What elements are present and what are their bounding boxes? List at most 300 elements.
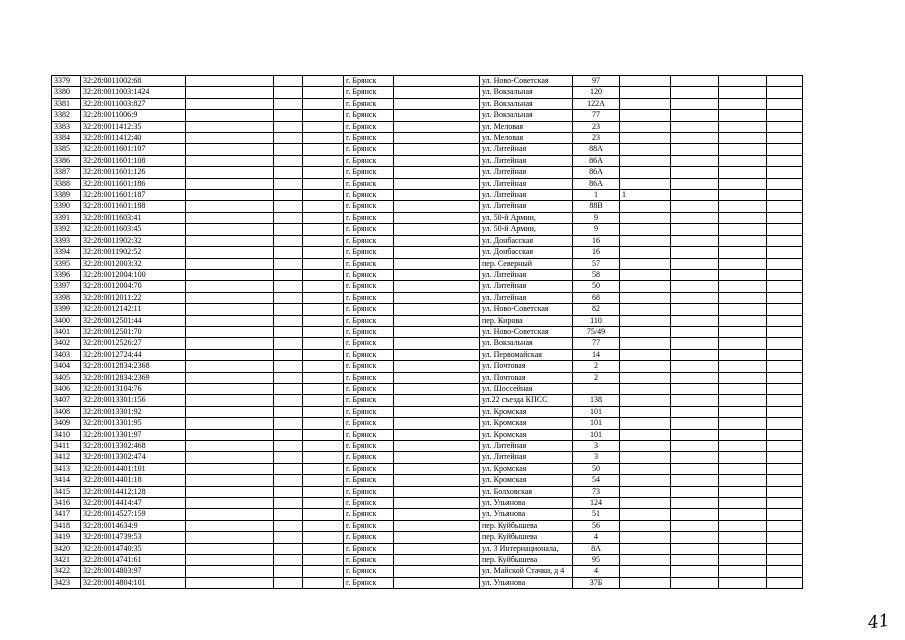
empty-cell [671, 144, 719, 155]
empty-cell [671, 326, 719, 337]
cadastral-number: 32:28:0014401:18 [81, 475, 186, 486]
empty-cell [186, 338, 274, 349]
table-row [52, 520, 803, 531]
extra-cell [620, 224, 671, 235]
empty-cell [719, 133, 767, 144]
empty-cell [671, 258, 719, 269]
city: г. Брянск [344, 326, 394, 337]
city: г. Брянск [344, 520, 394, 531]
empty-cell [274, 269, 303, 280]
empty-cell [767, 281, 803, 292]
extra-cell [620, 463, 671, 474]
empty-cell [274, 349, 303, 360]
empty-cell [671, 76, 719, 87]
cadastral-number: 32:28:0012501:70 [81, 326, 186, 337]
street: ул. Майской Стачки, д 4 [480, 566, 573, 577]
empty-cell [719, 486, 767, 497]
empty-cell [303, 406, 344, 417]
empty-cell [719, 441, 767, 452]
empty-cell [274, 121, 303, 132]
extra-cell [620, 566, 671, 577]
city: г. Брянск [344, 429, 394, 440]
empty-cell [719, 543, 767, 554]
row-number: 3398 [52, 292, 81, 303]
empty-cell [671, 509, 719, 520]
empty-cell [186, 361, 274, 372]
extra-cell [620, 555, 671, 566]
empty-cell [767, 144, 803, 155]
empty-cell [671, 395, 719, 406]
house-number: 2 [573, 361, 620, 372]
table-row [52, 463, 803, 474]
table-row [52, 315, 803, 326]
empty-cell [303, 155, 344, 166]
empty-cell [303, 418, 344, 429]
empty-cell [394, 281, 480, 292]
empty-cell [767, 212, 803, 223]
empty-cell [767, 315, 803, 326]
empty-cell [186, 98, 274, 109]
empty-cell [303, 532, 344, 543]
table-row [52, 383, 803, 394]
empty-cell [767, 98, 803, 109]
empty-cell [186, 509, 274, 520]
empty-cell [719, 349, 767, 360]
street: ул. Ново-Советская [480, 304, 573, 315]
empty-cell [767, 201, 803, 212]
empty-cell [274, 463, 303, 474]
empty-cell [671, 520, 719, 531]
row-number: 3396 [52, 269, 81, 280]
street: ул. Ульянова [480, 498, 573, 509]
empty-cell [303, 395, 344, 406]
empty-cell [767, 577, 803, 588]
empty-cell [394, 292, 480, 303]
empty-cell [671, 463, 719, 474]
cadastral-number: 32:28:0011601:187 [81, 190, 186, 201]
empty-cell [186, 532, 274, 543]
city: г. Брянск [344, 98, 394, 109]
empty-cell [186, 566, 274, 577]
house-number: 51 [573, 509, 620, 520]
row-number: 3399 [52, 304, 81, 315]
cadastral-number: 32:28:0012526:27 [81, 338, 186, 349]
table-row [52, 441, 803, 452]
city: г. Брянск [344, 566, 394, 577]
house-number: 9 [573, 212, 620, 223]
empty-cell [671, 110, 719, 121]
empty-cell [767, 87, 803, 98]
empty-cell [303, 212, 344, 223]
empty-cell [719, 475, 767, 486]
empty-cell [719, 566, 767, 577]
empty-cell [394, 418, 480, 429]
house-number: 97 [573, 76, 620, 87]
empty-cell [719, 144, 767, 155]
table-row [52, 395, 803, 406]
empty-cell [671, 532, 719, 543]
row-number: 3419 [52, 532, 81, 543]
page-number-handwritten: 41 [866, 610, 891, 634]
table-row [52, 224, 803, 235]
empty-cell [394, 383, 480, 394]
cadastral-number: 32:28:0011601:188 [81, 201, 186, 212]
house-number: 8А [573, 543, 620, 554]
empty-cell [767, 224, 803, 235]
empty-cell [186, 475, 274, 486]
street: ул. Кромская [480, 406, 573, 417]
empty-cell [186, 155, 274, 166]
empty-cell [394, 144, 480, 155]
empty-cell [671, 372, 719, 383]
empty-cell [186, 121, 274, 132]
empty-cell [186, 543, 274, 554]
extra-cell [620, 201, 671, 212]
empty-cell [719, 190, 767, 201]
empty-cell [274, 555, 303, 566]
row-number: 3388 [52, 178, 81, 189]
table-row [52, 406, 803, 417]
city: г. Брянск [344, 110, 394, 121]
empty-cell [274, 87, 303, 98]
empty-cell [719, 247, 767, 258]
empty-cell [719, 429, 767, 440]
empty-cell [394, 498, 480, 509]
row-number: 3404 [52, 361, 81, 372]
empty-cell [274, 577, 303, 588]
table-row [52, 247, 803, 258]
extra-cell [620, 315, 671, 326]
table-row [52, 486, 803, 497]
empty-cell [719, 509, 767, 520]
cadastral-number: 32:28:0012834:2369 [81, 372, 186, 383]
empty-cell [303, 326, 344, 337]
empty-cell [671, 212, 719, 223]
table-row [52, 361, 803, 372]
empty-cell [186, 212, 274, 223]
empty-cell [719, 315, 767, 326]
cadastral-number: 32:28:0014414:47 [81, 498, 186, 509]
extra-cell [620, 247, 671, 258]
empty-cell [394, 452, 480, 463]
empty-cell [274, 383, 303, 394]
cadastral-number: 32:28:0011902:52 [81, 247, 186, 258]
empty-cell [394, 76, 480, 87]
empty-cell [719, 452, 767, 463]
empty-cell [671, 155, 719, 166]
house-number: 16 [573, 247, 620, 258]
table-row [52, 110, 803, 121]
empty-cell [186, 395, 274, 406]
street: ул. Литейная [480, 452, 573, 463]
house-number: 110 [573, 315, 620, 326]
empty-cell [274, 406, 303, 417]
empty-cell [671, 190, 719, 201]
empty-cell [671, 178, 719, 189]
empty-cell [719, 406, 767, 417]
cadastral-number: 32:28:0011601:126 [81, 167, 186, 178]
house-number: 122А [573, 98, 620, 109]
empty-cell [767, 349, 803, 360]
house-number: 68 [573, 292, 620, 303]
table-row [52, 144, 803, 155]
empty-cell [394, 509, 480, 520]
street: ул. Донбасская [480, 235, 573, 246]
cadastral-number: 32:28:0013104:76 [81, 383, 186, 394]
empty-cell [303, 383, 344, 394]
empty-cell [274, 281, 303, 292]
street: ул. Болховская [480, 486, 573, 497]
cadastral-number: 32:28:0011002:68 [81, 76, 186, 87]
empty-cell [303, 361, 344, 372]
empty-cell [394, 338, 480, 349]
empty-cell [303, 121, 344, 132]
empty-cell [719, 372, 767, 383]
city: г. Брянск [344, 167, 394, 178]
table-row [52, 155, 803, 166]
empty-cell [394, 98, 480, 109]
empty-cell [767, 555, 803, 566]
row-number: 3410 [52, 429, 81, 440]
empty-cell [274, 292, 303, 303]
empty-cell [394, 315, 480, 326]
extra-cell [620, 441, 671, 452]
empty-cell [767, 247, 803, 258]
city: г. Брянск [344, 406, 394, 417]
empty-cell [303, 178, 344, 189]
empty-cell [767, 498, 803, 509]
empty-cell [767, 543, 803, 554]
house-number: 1 [573, 190, 620, 201]
empty-cell [394, 178, 480, 189]
empty-cell [186, 326, 274, 337]
empty-cell [767, 452, 803, 463]
city: г. Брянск [344, 76, 394, 87]
cadastral-number: 32:28:0011006:9 [81, 110, 186, 121]
empty-cell [394, 110, 480, 121]
cadastral-number: 32:28:0014741:61 [81, 555, 186, 566]
street: ул. Ульянова [480, 577, 573, 588]
city: г. Брянск [344, 486, 394, 497]
street: ул. Донбасская [480, 247, 573, 258]
empty-cell [394, 486, 480, 497]
empty-cell [303, 577, 344, 588]
empty-cell [303, 235, 344, 246]
empty-cell [719, 498, 767, 509]
house-number: 3 [573, 452, 620, 463]
empty-cell [767, 532, 803, 543]
empty-cell [394, 361, 480, 372]
empty-cell [767, 133, 803, 144]
extra-cell [620, 372, 671, 383]
row-number: 3414 [52, 475, 81, 486]
empty-cell [671, 441, 719, 452]
empty-cell [303, 87, 344, 98]
empty-cell [186, 110, 274, 121]
empty-cell [767, 178, 803, 189]
empty-cell [303, 566, 344, 577]
empty-cell [303, 475, 344, 486]
empty-cell [767, 463, 803, 474]
street: ул. Кромская [480, 429, 573, 440]
house-number: 23 [573, 121, 620, 132]
row-number: 3390 [52, 201, 81, 212]
house-number: 54 [573, 475, 620, 486]
extra-cell [620, 543, 671, 554]
street: ул. 50-й Армии, [480, 212, 573, 223]
house-number: 14 [573, 349, 620, 360]
table-row [52, 555, 803, 566]
city: г. Брянск [344, 418, 394, 429]
city: г. Брянск [344, 498, 394, 509]
extra-cell [620, 429, 671, 440]
table-row [52, 258, 803, 269]
empty-cell [671, 235, 719, 246]
cadastral-number: 32:28:0012142:11 [81, 304, 186, 315]
empty-cell [671, 201, 719, 212]
cadastral-number: 32:28:0013302:468 [81, 441, 186, 452]
empty-cell [671, 406, 719, 417]
city: г. Брянск [344, 247, 394, 258]
cadastral-number: 32:28:0011003:827 [81, 98, 186, 109]
empty-cell [303, 224, 344, 235]
house-number: 82 [573, 304, 620, 315]
street: пер. Кирова [480, 315, 573, 326]
house-number: 16 [573, 235, 620, 246]
city: г. Брянск [344, 292, 394, 303]
extra-cell [620, 326, 671, 337]
empty-cell [719, 520, 767, 531]
empty-cell [767, 509, 803, 520]
empty-cell [719, 178, 767, 189]
empty-cell [767, 304, 803, 315]
empty-cell [186, 486, 274, 497]
table-row [52, 566, 803, 577]
street: ул. Ново-Советская [480, 76, 573, 87]
row-number: 3416 [52, 498, 81, 509]
empty-cell [671, 167, 719, 178]
house-number: 86А [573, 178, 620, 189]
table-row [52, 269, 803, 280]
house-number: 101 [573, 418, 620, 429]
city: г. Брянск [344, 441, 394, 452]
empty-cell [186, 281, 274, 292]
city: г. Брянск [344, 383, 394, 394]
empty-cell [719, 235, 767, 246]
row-number: 3393 [52, 235, 81, 246]
empty-cell [394, 304, 480, 315]
street: ул. Меловая [480, 133, 573, 144]
empty-cell [394, 87, 480, 98]
row-number: 3422 [52, 566, 81, 577]
empty-cell [767, 395, 803, 406]
row-number: 3400 [52, 315, 81, 326]
table-row [52, 338, 803, 349]
empty-cell [274, 520, 303, 531]
cadastral-number: 32:28:0011902:32 [81, 235, 186, 246]
house-number: 4 [573, 566, 620, 577]
empty-cell [671, 315, 719, 326]
house-number: 23 [573, 133, 620, 144]
extra-cell [620, 361, 671, 372]
row-number: 3394 [52, 247, 81, 258]
empty-cell [394, 566, 480, 577]
city: г. Брянск [344, 304, 394, 315]
house-number: 77 [573, 338, 620, 349]
cadastral-number: 32:28:0011601:108 [81, 155, 186, 166]
street: ул. Литейная [480, 178, 573, 189]
house-number: 50 [573, 463, 620, 474]
empty-cell [719, 383, 767, 394]
empty-cell [719, 326, 767, 337]
empty-cell [303, 509, 344, 520]
empty-cell [303, 486, 344, 497]
empty-cell [719, 463, 767, 474]
empty-cell [394, 247, 480, 258]
empty-cell [767, 486, 803, 497]
house-number: 88В [573, 201, 620, 212]
empty-cell [303, 190, 344, 201]
empty-cell [767, 326, 803, 337]
empty-cell [394, 395, 480, 406]
empty-cell [767, 235, 803, 246]
cadastral-number: 32:28:0013302:474 [81, 452, 186, 463]
empty-cell [671, 429, 719, 440]
extra-cell [620, 475, 671, 486]
row-number: 3413 [52, 463, 81, 474]
extra-cell [620, 383, 671, 394]
house-number: 86А [573, 155, 620, 166]
row-number: 3391 [52, 212, 81, 223]
empty-cell [274, 418, 303, 429]
cadastral-number: 32:28:0011412:40 [81, 133, 186, 144]
row-number: 3409 [52, 418, 81, 429]
empty-cell [394, 258, 480, 269]
street: ул.22 съезда КПСС [480, 395, 573, 406]
cadastral-number: 32:28:0011601:107 [81, 144, 186, 155]
empty-cell [394, 520, 480, 531]
empty-cell [186, 247, 274, 258]
empty-cell [719, 258, 767, 269]
empty-cell [274, 98, 303, 109]
empty-cell [394, 372, 480, 383]
table-row [52, 212, 803, 223]
cadastral-number: 32:28:0012004:70 [81, 281, 186, 292]
row-number: 3386 [52, 155, 81, 166]
table-row [52, 190, 803, 201]
extra-cell [620, 235, 671, 246]
empty-cell [719, 167, 767, 178]
row-number: 3408 [52, 406, 81, 417]
house-number: 77 [573, 110, 620, 121]
empty-cell [274, 178, 303, 189]
empty-cell [303, 133, 344, 144]
empty-cell [186, 452, 274, 463]
empty-cell [186, 133, 274, 144]
empty-cell [767, 76, 803, 87]
city: г. Брянск [344, 87, 394, 98]
row-number: 3420 [52, 543, 81, 554]
empty-cell [719, 532, 767, 543]
empty-cell [767, 361, 803, 372]
house-number: 101 [573, 429, 620, 440]
street: ул. Литейная [480, 441, 573, 452]
empty-cell [767, 167, 803, 178]
extra-cell [620, 292, 671, 303]
table-row [52, 372, 803, 383]
city: г. Брянск [344, 269, 394, 280]
cadastral-number: 32:28:0014634:9 [81, 520, 186, 531]
